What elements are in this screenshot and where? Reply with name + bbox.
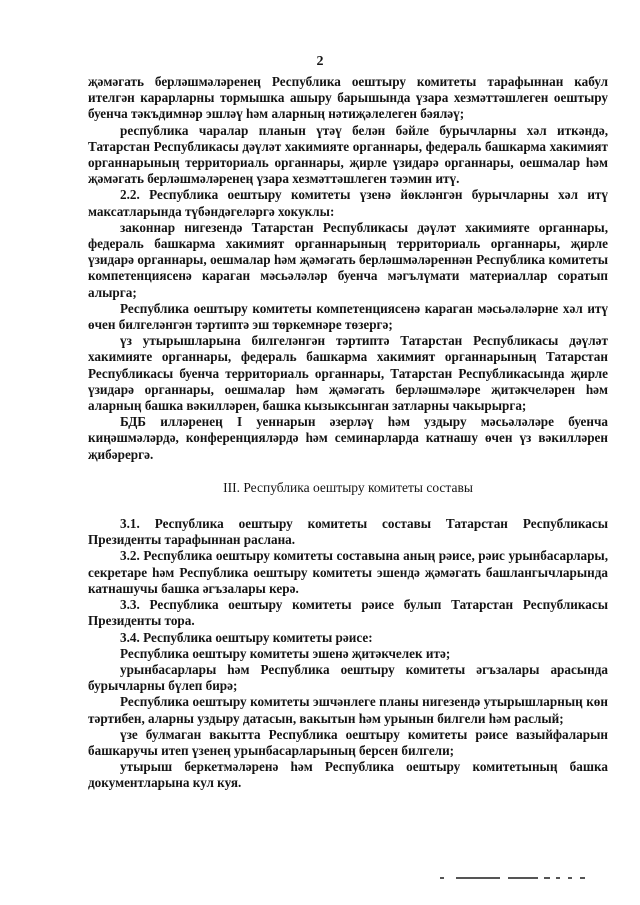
paragraph: 3.1. Республика оештыру комитеты составы Татарстан Республикасы Президенты тарафыннан раслана.: [88, 516, 608, 548]
paragraph: Республика оештыру комитеты эшенә җитәкчелек итә;: [120, 645, 451, 661]
paragraph: 3.3. Республика оештыру комитеты рәисе булып Татарстан Республикасы Президенты тора.: [88, 597, 608, 629]
page-number: 2: [316, 54, 324, 69]
paragraph: БДБ илләренең I уеннарын әзерләү һәм уздыру мәсьәләләре буенча киңәшмәләрдә, конференцияләрдә һәм семинарларда катнашу өчен үз вәкилләрен җибәрергә.: [88, 414, 608, 462]
paragraph: республика чаралар планын үтәү белән бәйле бурычларны хәл иткәндә, Татарстан Республикасы дәүләт хакимияте органнары, федераль башкарма хакимият органнарының территориаль органнары, җирле үзидарә органнары, оешмалар һәм җәмәгать берләшмәләренең үзара хезмәттәшлеген тәэмин итү.: [88, 122, 608, 187]
document-body: [88, 74, 608, 792]
paragraph: үз утырышларына билгеләнгән тәртиптә Татарстан Республикасы дәүләт хакимияте органнары, федераль башкарма хакимият органнарының Татарстан Республикасы буенча территориаль органнары, Татарстан Республикасында җирле үзидарә органнары, оешмалар һәм җәмәгать берләшмәләре җитәкчеләрен һәм аларның башка вәкилләрен, башка кызыксынган затларны чакырырга;: [88, 333, 608, 414]
paragraph: Республика оештыру комитеты эшчәнлеге планы нигезендә утырышларның көн тәртибен, аларны уздыру датасын, вакытын һәм урынын билгели һәм раслый;: [88, 694, 608, 726]
paragraph: урынбасарлары һәм Республика оештыру комитеты әгъзалары арасында бурычларны бүлеп бирә;: [88, 661, 608, 694]
paragraph: 3.4. Республика оештыру комитеты рәисе:: [120, 629, 373, 645]
paragraph: 3.2. Республика оештыру комитеты составына аның рәисе, рәис урынбасарлары, секретаре һәм Республика оештыру комитеты эшендә җәмәгать башлангычларында катнашучы башка әгъзалары керә.: [88, 548, 608, 596]
paragraph: Республика оештыру комитеты компетенциясенә караган мәсьәләләрне хәл итү өчен билгеләнгән тәртиптә эш төркемнәре төзергә;: [88, 300, 608, 333]
paragraph: үзе булмаган вакытта Республика оештыру комитеты рәисе вазыйфаларын башкаручы итеп үзенең урынбасарларының берсен билгели;: [88, 726, 608, 758]
paragraph: 2.2. Республика оештыру комитеты үзенә йөкләнгән бурычларны хәл итү максатларында түбәндәгеләргә хокуклы:: [88, 187, 608, 219]
paragraph: җәмәгать берләшмәләренең Республика оештыру комитеты тарафыннан кабул ителгән карарларны тормышка ашыру барышында үзара хезмәттәшлеген оештыру буенча тәкъдимнәр эшләү һәм аларның нәтиҗәлелеген бәяләү;: [88, 74, 608, 122]
section-title: III. Республика оештыру комитеты составы: [223, 479, 473, 495]
paragraph: законнар нигезендә Татарстан Республикасы дәүләт хакимияте органнары, федераль башкарма хакимият органнарының территориаль органнары, җирле үзидарә органнары, оешмалар һәм җәмәгать берләшмәләреннән Республика комитеты компетенциясенә караган мәсьәләләр буенча мәгълүмати материаллар соратып алырга;: [88, 219, 608, 300]
scan-artifact: [440, 877, 590, 883]
paragraph: утырыш беркетмәләренә һәм Республика оештыру комитетының башка документларына кул куя.: [88, 759, 608, 791]
